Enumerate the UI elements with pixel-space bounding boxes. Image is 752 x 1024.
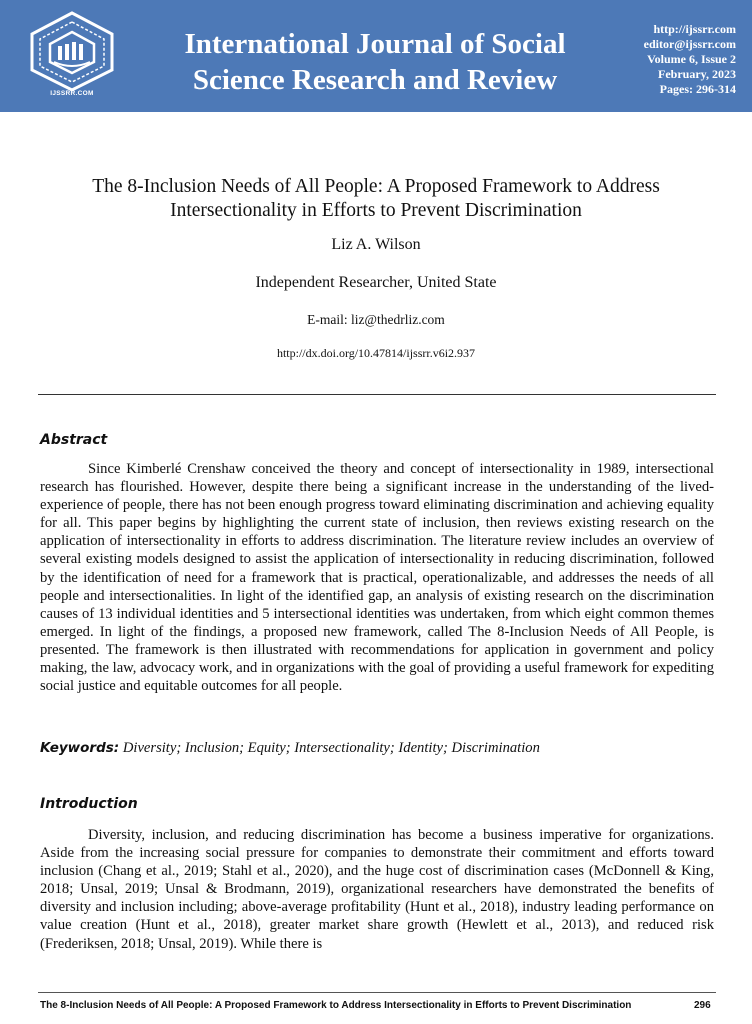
abstract-heading: Abstract [40,432,108,448]
journal-date: February, 2023 [658,67,736,81]
journal-volume: Volume 6, Issue 2 [647,52,736,66]
abstract-text: Since Kimberlé Crenshaw conceived the theory and concept of intersectionality in 1989, intersectional research has flourished. However, despite there being a significant increase in the understanding of the lived-experience of people, there has not been enough progress toward eliminating discrimination and achieving equality for all. This paper begins by highlighting the current state of inclusion, then reviews existing research on the application of intersectionality in efforts to address discrimination. The literature review includes an overview of several existing models designed to assist the application of intersectionality in reducing discrimination, followed by the identification of need for a framework that is practical, operationalizable, and addresses the needs of all people and intersectionalities. In light of the identified gap, an analysis of existing research on the discrimination causes of 13 individual identities and 5 intersectional identities was undertaken, from which eight common themes emerged. In light of the findings, a proposed new framework, called The 8-Inclusion Needs of All People, is presented. The framework is then illustrated with recommendations for application in government and policy making, the law, advocacy work, and in organizations with the goal of providing a useful framework for expediting social justice and equitable outcomes for all people. [40,461,714,695]
logo-caption: IJSSRR.COM [50,90,94,97]
introduction-text: Diversity, inclusion, and reducing discrimination has become a business imperative for organizations. Aside from the increasing social pressure for companies to demonstrate their commitment and efforts toward inclusion (Chang et al., 2019; Stahl et al., 2020), and the huge cost of discrimination cases (McDonnell & King, 2018; Unsal, 2019; Unsal & Brodmann, 2019), organizational researchers have demonstrated the benefits of diversity and inclusion including; above-average profitability (Hunt et al., 2018), industry leading performance on value creation (Hunt et al., 2018), greater market share growth (Hewlett et al., 2013), and reduced risk (Frederiksen, 2018; Unsal, 2019). While there is [40,827,714,952]
journal-pages: Pages: 296-314 [659,82,736,96]
doi-link[interactable]: http://dx.doi.org/10.47814/ijssrr.v6i2.937 [276,346,476,360]
author-affiliation: Independent Researcher, United State [255,274,497,291]
footer-running-title: The 8-Inclusion Needs of All People: A Proposed Framework to Address Intersectionality in Efforts to Prevent Discrimination [40,1000,632,1011]
journal-url[interactable]: http://ijssrr.com [653,22,736,36]
paper-title-line-2: Intersectionality in Efforts to Prevent Discrimination [170,200,582,221]
journal-title-line-1: International Journal of Social [184,28,566,60]
journal-meta [616,22,736,97]
journal-logo [24,10,120,102]
journal-title [150,26,600,98]
hexagon-logo-icon [24,10,120,92]
journal-title-line-2: Science Research and Review [192,64,558,96]
paper-title [60,175,692,223]
footer-divider [38,992,716,993]
author-email[interactable]: E-mail: liz@thedrliz.com [307,312,445,327]
author-name: Liz A. Wilson [331,236,421,253]
introduction-heading: Introduction [40,796,138,812]
paper-title-line-1: The 8-Inclusion Needs of All People: A Proposed Framework to Address [92,176,660,197]
keywords [40,740,716,757]
journal-email[interactable]: editor@ijssrr.com [643,37,736,51]
title-divider [38,394,716,395]
keywords-list: Diversity; Inclusion; Equity; Intersectionality; Identity; Discrimination [122,740,540,756]
journal-header [0,0,752,112]
page-number: 296 [694,1000,711,1011]
keywords-label: Keywords: [40,740,120,756]
